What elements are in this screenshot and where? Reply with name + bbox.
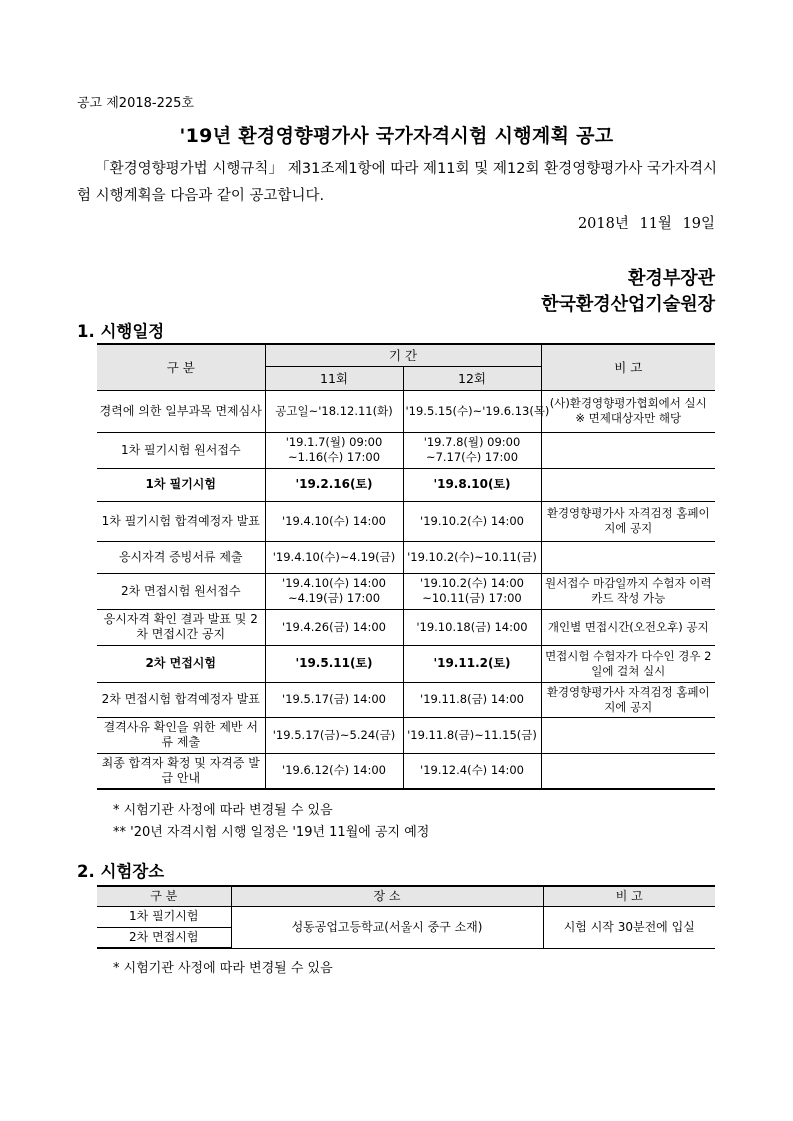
row-round12: '19.5.15(수)~'19.6.13(목) [403, 390, 541, 432]
row-round11: '19.1.7(월) 09:00 ~1.16(수) 17:00 [265, 432, 403, 468]
row-note [541, 432, 715, 468]
table-row [97, 609, 715, 645]
venue-header-category: 구 분 [97, 886, 231, 906]
row-round11: '19.4.10(수) 14:00 [265, 501, 403, 541]
row-note: 원서접수 마감일까지 수험자 이력카드 작성 가능 [541, 573, 715, 609]
header-category: 구 분 [97, 344, 265, 390]
schedule-note-2: ** '20년 자격시험 시행 일정은 '19년 11월에 공지 예정 [113, 825, 430, 840]
intro-paragraph: 「환경영향평가법 시행규칙」 제31조제1항에 따라 제11회 및 제12회 환경영향평가사 국가자격시험 시행계획을 다음과 같이 공고합니다. [77, 161, 717, 204]
row-note: 면접시험 수험자가 다수인 경우 2일에 걸쳐 실시 [541, 645, 715, 682]
row-round12: '19.11.2(토) [403, 645, 541, 682]
header-round-11: 11회 [265, 366, 403, 390]
header-period: 기 간 [265, 344, 541, 366]
row-round12: '19.10.2(수)~10.11(금) [403, 541, 541, 573]
row-note [541, 753, 715, 789]
row-item: 2차 면접시험 [97, 645, 265, 682]
row-note [541, 717, 715, 753]
row-note: (사)환경영향평가협회에서 실시 ※ 면제대상자만 해당 [541, 390, 715, 432]
row-round11: '19.5.11(토) [265, 645, 403, 682]
row-round11: 공고일~'18.12.11(화) [265, 390, 403, 432]
section-heading-venue: 2. 시험장소 [77, 862, 165, 881]
table-row [97, 390, 715, 432]
row-note: 환경영향평가사 자격검정 홈페이지에 공지 [541, 682, 715, 717]
row-round11: '19.2.16(토) [265, 468, 403, 501]
table-row [97, 501, 715, 541]
row-round12: '19.8.10(토) [403, 468, 541, 501]
venue-exam-1: 1차 필기시험 [97, 906, 231, 927]
row-item: 응시자격 확인 결과 발표 및 2차 면접시간 공지 [97, 609, 265, 645]
row-note [541, 541, 715, 573]
row-item: 2차 면접시험 원서접수 [97, 573, 265, 609]
row-round11: '19.4.10(수)~4.19(금) [265, 541, 403, 573]
row-round12: '19.11.8(금)~11.15(금) [403, 717, 541, 753]
table-row [97, 468, 715, 501]
row-round12: '19.7.8(월) 09:00 ~7.17(수) 17:00 [403, 432, 541, 468]
notice-date: 2018년 11월 19일 [577, 216, 715, 232]
table-row [97, 753, 715, 789]
row-item: 1차 필기시험 원서접수 [97, 432, 265, 468]
row-round11: '19.5.17(금)~5.24(금) [265, 717, 403, 753]
section-heading-schedule: 1. 시행일정 [77, 322, 165, 341]
venue-place: 성동공업고등학교(서울시 중구 소재) [231, 906, 543, 948]
row-item: 결격사유 확인을 위한 제반 서류 제출 [97, 717, 265, 753]
header-round-12: 12회 [403, 366, 541, 390]
issuer-minister: 환경부장관 [628, 268, 715, 289]
table-row [97, 717, 715, 753]
row-note: 환경영향평가사 자격검정 홈페이지에 공지 [541, 501, 715, 541]
table-row [97, 573, 715, 609]
row-round11: '19.4.26(금) 14:00 [265, 609, 403, 645]
row-item: 응시자격 증빙서류 제출 [97, 541, 265, 573]
venue-remarks: 시험 시작 30분전에 입실 [543, 906, 715, 948]
venue-exam-2: 2차 면접시험 [97, 927, 231, 948]
schedule-notes [113, 800, 429, 844]
row-note: 개인별 면접시간(오전오후) 공지 [541, 609, 715, 645]
table-row [97, 645, 715, 682]
venue-table [97, 885, 715, 949]
table-row [97, 541, 715, 573]
row-item: 경력에 의한 일부과목 면제심사 [97, 390, 265, 432]
header-remarks: 비 고 [541, 344, 715, 390]
schedule-table [97, 343, 715, 790]
venue-header-remarks: 비 고 [543, 886, 715, 906]
table-row [97, 682, 715, 717]
row-item: 1차 필기시험 합격예정자 발표 [97, 501, 265, 541]
venue-header-place: 장 소 [231, 886, 543, 906]
row-round12: '19.11.8(금) 14:00 [403, 682, 541, 717]
notice-number: 공고 제2018-225호 [77, 96, 194, 111]
row-round12: '19.10.2(수) 14:00 ~10.11(금) 17:00 [403, 573, 541, 609]
table-row [97, 432, 715, 468]
row-round11: '19.6.12(수) 14:00 [265, 753, 403, 789]
issuer-institute: 한국환경산업기술원장 [541, 294, 715, 315]
row-note [541, 468, 715, 501]
row-round12: '19.12.4(수) 14:00 [403, 753, 541, 789]
row-round11: '19.4.10(수) 14:00 ~4.19(금) 17:00 [265, 573, 403, 609]
schedule-note-1: * 시험기관 사정에 따라 변경될 수 있음 [113, 803, 333, 818]
row-round12: '19.10.2(수) 14:00 [403, 501, 541, 541]
row-item: 2차 면접시험 합격예정자 발표 [97, 682, 265, 717]
row-item: 1차 필기시험 [97, 468, 265, 501]
row-round12: '19.10.18(금) 14:00 [403, 609, 541, 645]
venue-note: * 시험기관 사정에 따라 변경될 수 있음 [113, 961, 333, 976]
row-round11: '19.5.17(금) 14:00 [265, 682, 403, 717]
row-item: 최종 합격자 확정 및 자격증 발급 안내 [97, 753, 265, 789]
document-title: '19년 환경영향평가사 국가자격시험 시행계획 공고 [179, 125, 614, 147]
